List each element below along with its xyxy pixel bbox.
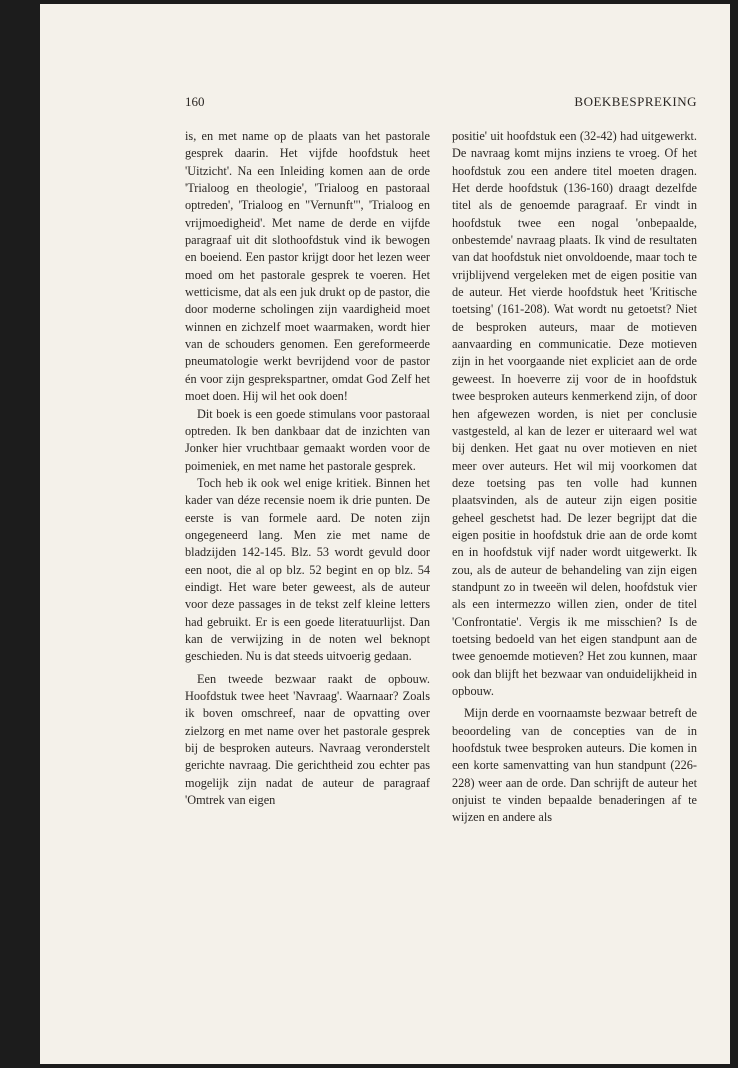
paragraph: Dit boek is een goede stimulans voor pastoraal optreden. Ik ben dankbaar dat de inzichten van Jonker hier vruchtbaar gemaakt worden voor de poimeniek, en met name het pastorale gesprek.	[185, 406, 430, 473]
running-title: BOEKBESPREKING	[574, 94, 697, 109]
paragraph: is, en met name op de plaats van het pastorale gesprek daarin. Het vijfde hoofdstuk heet 'Uitzicht'. Na een Inleiding komen aan de orde 'Trialoog en theologie', 'Trialoog en pastoraal optreden', 'Trialoog en "Vernunft"', 'Trialoog en vrijmoedigheid'. Met name de derde en vijfde paragraaf uit dit slothoofdstuk vind ik bewogen en boeiend. Een pastor krijgt door het lezen weer moed om het pastorale gesprek te voeren. Het wetticisme, dat als een juk drukt op de pastor, die door moderne scholingen zijn vaardigheid moet winnen en zichzelf moet waarmaken, wordt hier van de schouders genomen. Een gereformeerde pneumatologie werkt bevrijdend voor de pastor én voor zijn gesprekspartner, omdat God Zelf het moet doen. Hij wil het ook doen!	[185, 129, 430, 404]
book-page	[40, 4, 730, 1064]
paragraph: Toch heb ik ook wel enige kritiek. Binnen het kader van déze recensie noem ik drie punten. De eerste is van formele aard. De noten zijn ongegeneerd lang. Men zie met name de bladzijden 142-145. Blz. 53 wordt gevuld door een noot, die al op blz. 52 begint en op blz. 54 eindigt. Het ware beter geweest, als de auteur voor deze passages in de tekst zelf kleine letters had gebruikt. Er is een goede literatuurlijst. Dan kan de verwijzing in de noten wel beknopt geschieden. Nu is dat steeds uitvoerig gedaan.	[185, 475, 430, 664]
paragraph: Een tweede bezwaar raakt de opbouw. Hoofdstuk twee heet 'Navraag'. Waarnaar? Zoals ik boven omschreef, naar de opvatting over zielzorg en met name over het pastorale gesprek bij de besproken auteurs. Navraag veronderstelt gerichte navraag. Die gerichtheid zou echter pas mogelijk zijn nadat de auteur de paragraaf 'Omtrek van eigen	[185, 671, 430, 808]
paragraph: Mijn derde en voornaamste bezwaar betreft de beoordeling van de concepties van de in hoofdstuk twee besproken auteurs. Die komen in een korte samenvatting van hun standpunt (226-228) weer aan de orde. Dan schrijft de auteur het onjuist te vinden bepaalde benaderingen af te wijzen en andere als	[452, 706, 697, 825]
left-column	[185, 128, 430, 809]
page-number: 160	[185, 94, 205, 109]
right-column	[452, 128, 697, 827]
paragraph: positie' uit hoofdstuk een (32-42) had uitgewerkt. De navraag komt mijns inziens te vroeg. Of het hoofdstuk zou een andere titel moeten dragen. Het derde hoofdstuk (136-160) draagt dezelfde titel als de genoemde paragraaf. Er vindt in hoofdstuk twee een nogal 'onbepaalde, onbestemde' navraag plaats. Ik vind de resultaten van dat hoofdstuk niet onvoldoende, maar toch te vrijblijvend vergeleken met de eigen positie van de auteur. Het vierde hoofdstuk heet 'Kritische toetsing' (161-208). Wat wordt nu getoetst? Niet de besproken auteurs, maar de motieven aanvaarding en communicatie. Deze motieven zijn in het voorgaande niet expliciet aan de orde geweest. In hoeverre zij voor de in hoofdstuk twee besproken auteurs kenmerkend zijn, of door hen afgewezen worden, is niet per conclusie vastgesteld, al kan de lezer er uiteraard wel wat bij denken. Het gaat nu over motieven en niet meer over auteurs. Het wil mij voorkomen dat deze toetsing pas ten volle had kunnen plaatsvinden, als de auteur zijn eigen positie geheel geschetst had. De lezer begrijpt dat die eigen positie in hoofdstuk drie aan de orde komt en in hoofdstuk vijf nader wordt uitgewerkt. Ik zou, als de auteur de behandeling van zijn eigen standpunt zo in tweeën wil delen, hoofdstuk vier als een intermezzo willen zien, onder de titel 'Confrontatie'. Vergis ik me misschien? Is de toetsing bedoeld van het eigen standpunt aan de twee genoemde motieven? Het zou kunnen, maar ook dan blijft het bezwaar van onduidelijkheid in opbouw.	[452, 129, 697, 698]
